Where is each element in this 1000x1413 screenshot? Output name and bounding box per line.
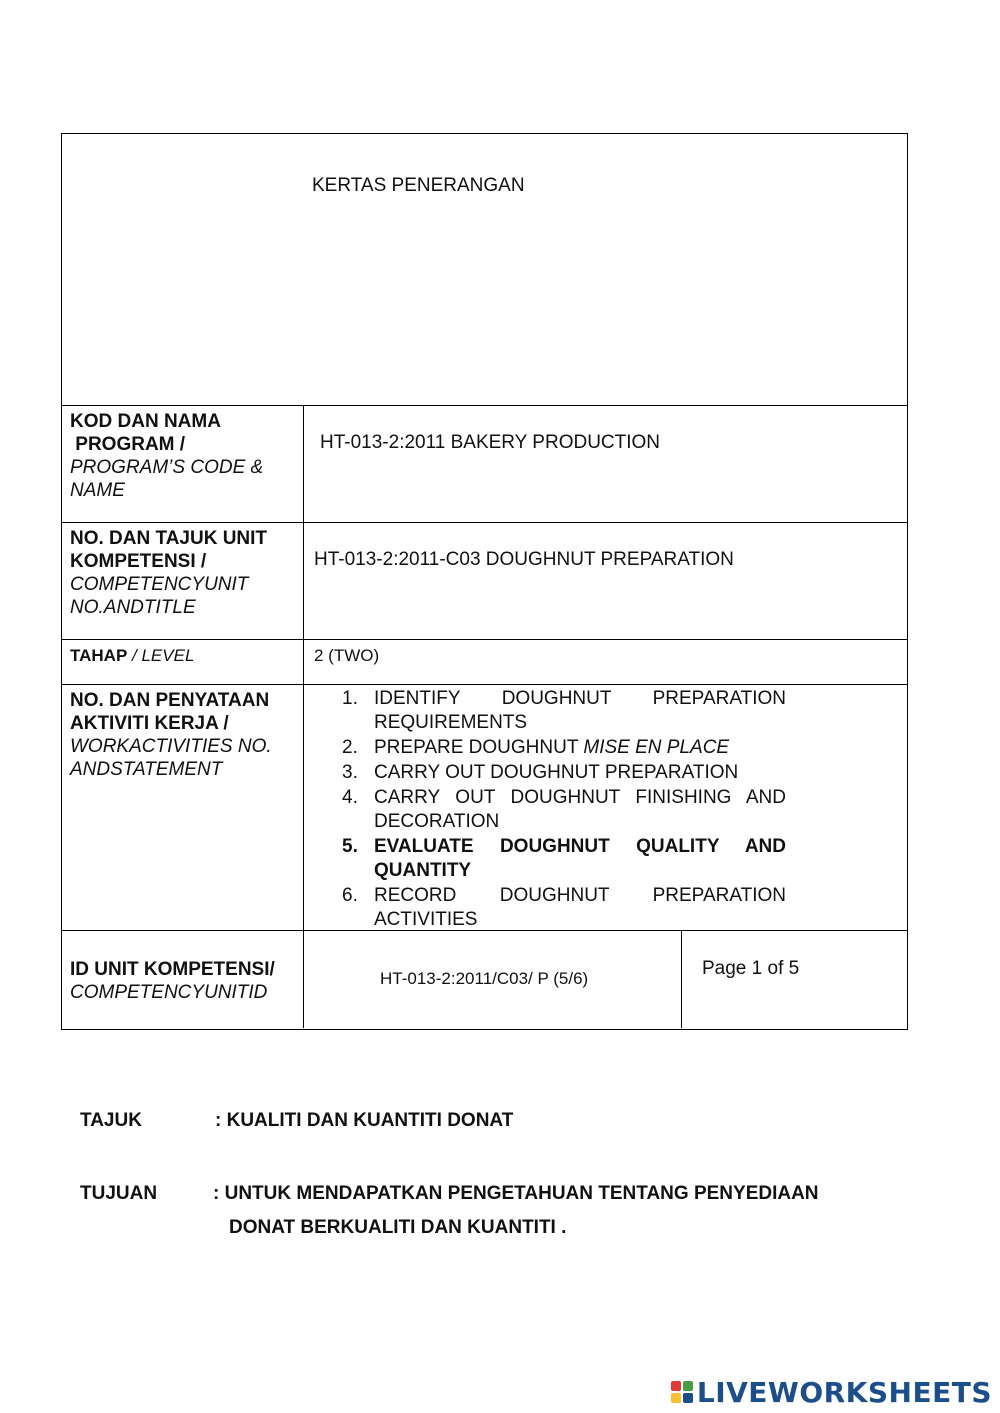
activity-item: 3. CARRY OUT DOUGHNUT PREPARATION xyxy=(342,762,739,783)
unit-value: HT-013-2:2011-C03 DOUGHNUT PREPARATION xyxy=(314,549,734,570)
logo-text: LIVEWORKSHEETS xyxy=(696,1375,992,1409)
unit-id-value-cell xyxy=(304,931,907,1028)
program-value-cell xyxy=(304,406,907,522)
activity-item: 4. CARRY OUT DOUGHNUT FINISHING AND DECORATION xyxy=(342,787,786,832)
program-label: KOD DAN NAMA PROGRAM / PROGRAM’S CODE & NAME xyxy=(62,406,304,522)
activity-item: 2. PREPARE DOUGHNUT MISE EN PLACE xyxy=(342,737,730,758)
level-row xyxy=(62,640,907,685)
unit-value-cell xyxy=(304,523,907,639)
unit-id-label: ID UNIT KOMPETENSI/ COMPETENCYUNITID xyxy=(62,931,304,1028)
tajuk-label: TAJUK xyxy=(80,1110,142,1131)
unit-id-row xyxy=(62,931,907,1028)
activity-item: 1. IDENTIFY DOUGHNUT PREPARATION REQUIREMENTS xyxy=(342,688,786,733)
level-value: 2 (TWO) xyxy=(314,646,380,665)
tujuan-value-line-1: : UNTUK MENDAPATKAN PENGETAHUAN TENTANG PENYEDIAAN xyxy=(213,1183,819,1204)
program-row xyxy=(62,406,907,523)
activity-item: 6. RECORD DOUGHNUT PREPARATION ACTIVITIES xyxy=(342,885,786,930)
program-value: HT-013-2:2011 BAKERY PRODUCTION xyxy=(320,432,661,453)
tujuan-label: TUJUAN xyxy=(80,1183,158,1204)
activities-label: NO. DAN PENYATAAN AKTIVITI KERJA / WORKACTIVITIES NO. ANDSTATEMENT xyxy=(62,685,304,930)
info-sheet-table xyxy=(61,133,908,1030)
tujuan-value-line-2: DONAT BERKUALITI DAN KUANTITI . xyxy=(229,1217,567,1238)
activities-list-cell xyxy=(304,685,907,930)
page-number: Page 1 of 5 xyxy=(681,931,907,1028)
unit-id-value: HT-013-2:2011/C03/ P (5/6) xyxy=(380,969,589,988)
tajuk-value: : KUALITI DAN KUANTITI DONAT xyxy=(215,1110,514,1131)
sheet-title: KERTAS PENERANGAN xyxy=(312,175,525,196)
level-value-cell xyxy=(304,640,907,684)
activity-item-current: 5. EVALUATE DOUGHNUT QUALITY AND QUANTITY xyxy=(342,836,786,881)
unit-label: NO. DAN TAJUK UNIT KOMPETENSI / COMPETENCYUNIT NO.ANDTITLE xyxy=(62,523,304,639)
level-label: TAHAP / LEVEL xyxy=(62,640,304,684)
liveworksheets-logo xyxy=(671,1375,992,1409)
unit-row xyxy=(62,523,907,640)
logo-icon xyxy=(671,1381,693,1403)
activities-list xyxy=(342,687,786,933)
activities-row xyxy=(62,685,907,931)
header-row xyxy=(62,134,907,406)
